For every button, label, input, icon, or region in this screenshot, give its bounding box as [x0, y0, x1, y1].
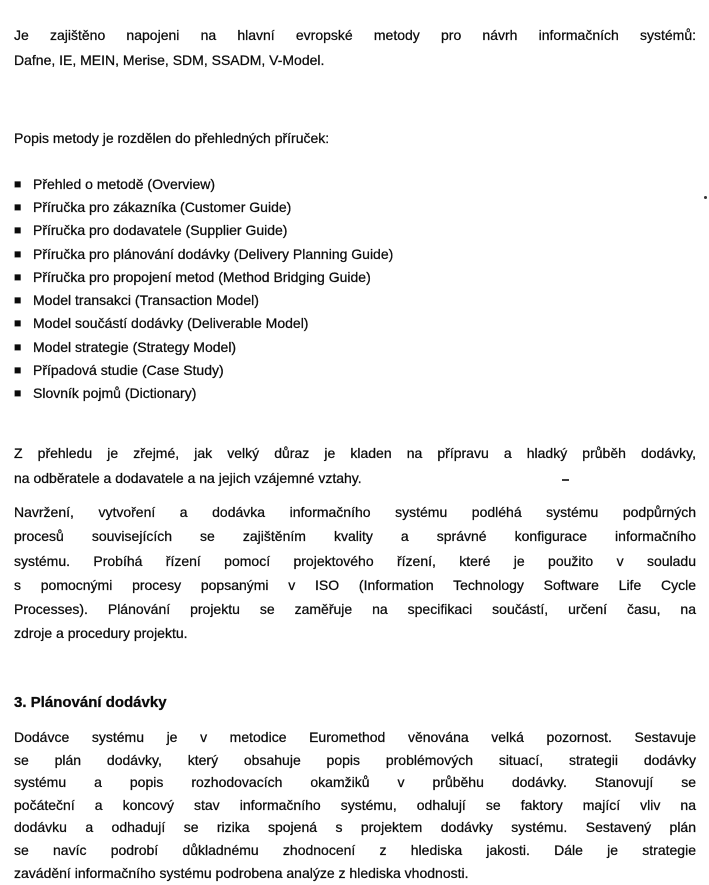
list-item-label: Příručka pro plánování dodávky (Delivery Planning Guide): [33, 245, 394, 262]
section-heading: 3. Plánování dodávky: [14, 694, 167, 711]
text-line: počáteční a koncový stav informačního systému, odhalují se faktory mající vliv na: [14, 796, 696, 813]
list-item: [14, 358, 696, 381]
text-line: Dafne, IE, MEIN, Merise, SDM, SSADM, V-Model.: [14, 52, 325, 68]
text-line: Navržení, vytvoření a dodávka informačního systému podléhá systému podpůrných: [14, 504, 696, 520]
bullet-square-icon: ■: [14, 293, 22, 308]
planning-paragraph: [14, 726, 696, 884]
text-line: zavádění informačního systému podrobena analýze z hlediska vhodnosti.: [14, 864, 469, 881]
text-line: systému. Probíhá řízení pomocí projektového řízení, které je použito v souladu: [14, 552, 696, 569]
list-item: [14, 219, 696, 242]
bullet-square-icon: ■: [14, 199, 22, 214]
list-item-label: Příručka pro propojení metod (Method Bridging Guide): [33, 268, 371, 285]
list-item-label: Přehled o metodě (Overview): [33, 175, 216, 192]
list-item-label: Slovník pojmů (Dictionary): [33, 385, 197, 402]
summary-paragraph: [14, 441, 696, 491]
list-item: [14, 335, 696, 358]
bullet-square-icon: ■: [14, 269, 22, 284]
text-line: dodávku a odhadují se rizika spojená s projektem dodávky systému. Sestavený plán: [14, 819, 696, 836]
text-line: Processes). Plánování projektu se zaměřuje na specifikaci součástí, určení času, na: [14, 601, 696, 618]
list-item-label: Model součástí dodávky (Deliverable Model): [33, 315, 309, 332]
bullet-square-icon: ■: [14, 223, 22, 238]
text-line: se plán dodávky, který obsahuje popis problémových situací, strategii dodávky: [14, 751, 696, 768]
text-line: na odběratele a dodavatele a na jejich vzájemné vztahy.: [14, 470, 362, 486]
list-item-label: Příručka pro zákazníka (Customer Guide): [33, 198, 292, 215]
bullet-square-icon: ■: [14, 246, 22, 261]
text-line: procesů souvisejících se zajištěním kvality a správné konfigurace informačního: [14, 528, 696, 545]
list-item: [14, 195, 696, 218]
list-item: [14, 242, 696, 265]
bullet-square-icon: ■: [14, 386, 22, 401]
list-item-label: Případová studie (Case Study): [33, 362, 224, 379]
scan-artifact-dash: [562, 479, 569, 481]
text-line: zdroje a procedury projektu.: [14, 625, 188, 642]
list-item: [14, 382, 696, 405]
intro-paragraph: [14, 23, 696, 73]
bullet-square-icon: ■: [14, 316, 22, 331]
list-item-label: Model transakci (Transaction Model): [33, 292, 259, 309]
guides-intro-paragraph: [14, 126, 696, 151]
list-item: [14, 288, 696, 311]
scan-artifact-dot: [704, 196, 707, 199]
bullet-square-icon: ■: [14, 339, 22, 354]
text-line: Z přehledu je zřejmé, jak velký důraz je kladen na přípravu a hladký průběh dodávky,: [14, 445, 696, 461]
guide-bullet-list: [14, 172, 696, 405]
bullet-square-icon: ■: [14, 176, 22, 191]
text-line: Popis metody je rozdělen do přehledných příruček:: [14, 130, 330, 146]
text-line: systému a popis rozhodovacích okamžiků v průběhu dodávky. Stanovují se: [14, 774, 696, 791]
list-item-label: Příručka pro dodavatele (Supplier Guide): [33, 222, 288, 239]
bullet-square-icon: ■: [14, 363, 22, 378]
list-item-label: Model strategie (Strategy Model): [33, 338, 237, 355]
process-paragraph: [14, 500, 696, 646]
text-line: Dodávce systému je v metodice Euromethod věnována velká pozornost. Sestavuje: [14, 729, 696, 745]
list-item: [14, 265, 696, 288]
list-item: [14, 312, 696, 335]
text-line: s pomocnými procesy popsanými v ISO (Information Technology Software Life Cycle: [14, 576, 696, 593]
text-line: se navíc podrobí důkladnému zhodnocení z hlediska jakosti. Dále je strategie: [14, 841, 696, 858]
list-item: [14, 172, 696, 195]
text-line: Je zajištěno napojeni na hlavní evropské metody pro návrh informačních systémů:: [14, 27, 696, 43]
